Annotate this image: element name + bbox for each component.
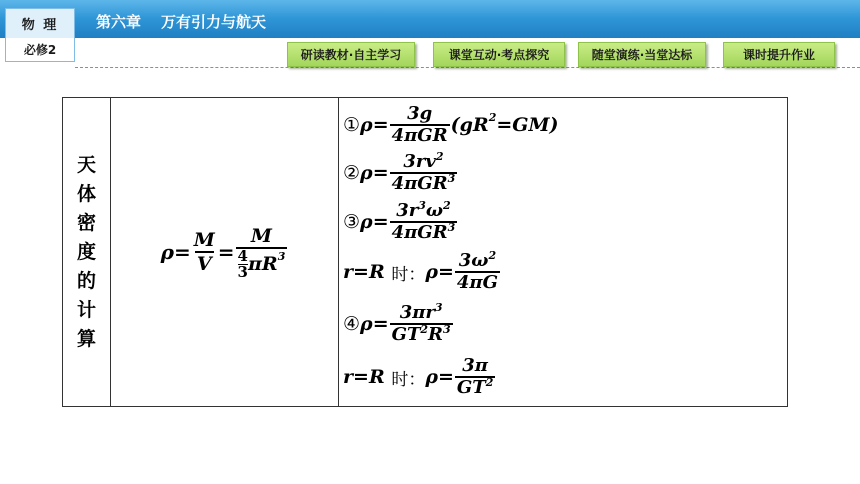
nav-button-self-study[interactable]: 研读教材·自主学习: [287, 42, 415, 67]
nav-button-practice[interactable]: 随堂演练·当堂达标: [578, 42, 706, 67]
chapter-heading: [96, 11, 266, 32]
header-divider: [75, 67, 860, 68]
chapter-title: 万有引力与航天: [161, 13, 267, 31]
mass-over-volume-fraction: [192, 229, 217, 275]
pi-r-term: πR: [247, 253, 278, 275]
nav-button-homework[interactable]: 课时提升作业: [723, 42, 835, 67]
formulas-cell: [339, 98, 787, 406]
density-definition-formula: [161, 225, 289, 280]
table-title-cell: [63, 98, 111, 406]
frac-numerator: M: [250, 224, 272, 247]
marker-1: ①: [343, 114, 361, 136]
mass-over-sphere-volume-fraction: [236, 225, 288, 280]
equals-sign: =: [217, 240, 235, 264]
condition-text: 时：: [391, 369, 426, 390]
frac-denominator: V: [196, 253, 212, 275]
marker-4: ④: [343, 313, 361, 335]
chapter-number: 第六章: [96, 13, 142, 31]
formula-4: ④ ρ = $\frac{3\pi r^3}{GT^2R^3}$: [343, 301, 451, 345]
four-thirds-fraction: [237, 246, 248, 281]
condition-text: 时：: [391, 264, 426, 285]
formula-2: ② ρ = $\frac{3rv^2}{4\pi GR^3}$: [343, 150, 456, 194]
frac-numerator: M: [193, 229, 215, 251]
frac-denominator: $\frac{4}{3}$ πR $^3$: [237, 246, 286, 281]
condition-1: r = R 时： ρ = $\frac{3\omega^2}{4\pi G}$: [343, 249, 498, 293]
formula-3: ③ ρ = $\frac{3r^3\omega^2}{4\pi GR^3}$: [343, 199, 456, 243]
nav-button-class-interaction[interactable]: 课堂互动·考点探究: [433, 42, 565, 67]
marker-3: ③: [343, 211, 361, 233]
rho-symbol: ρ: [160, 240, 174, 264]
definition-cell: [111, 98, 339, 406]
inner-denominator: 3: [237, 262, 248, 281]
book-tab: 必修2: [5, 38, 75, 62]
subject-tab: 物 理: [5, 8, 75, 38]
equals-sign: =: [173, 240, 191, 264]
condition-2: r = R 时： ρ = $\frac{3\pi}{GT^2}$: [343, 355, 494, 398]
table-title: 天体密度的计算: [76, 153, 96, 350]
inner-numerator: 4: [237, 246, 248, 265]
marker-2: ②: [343, 162, 361, 184]
formula-1: ① ρ = $\frac{3g}{\text{4πGR}}$ (gR $^2$ = GM): [343, 103, 559, 146]
density-table: [62, 97, 788, 407]
